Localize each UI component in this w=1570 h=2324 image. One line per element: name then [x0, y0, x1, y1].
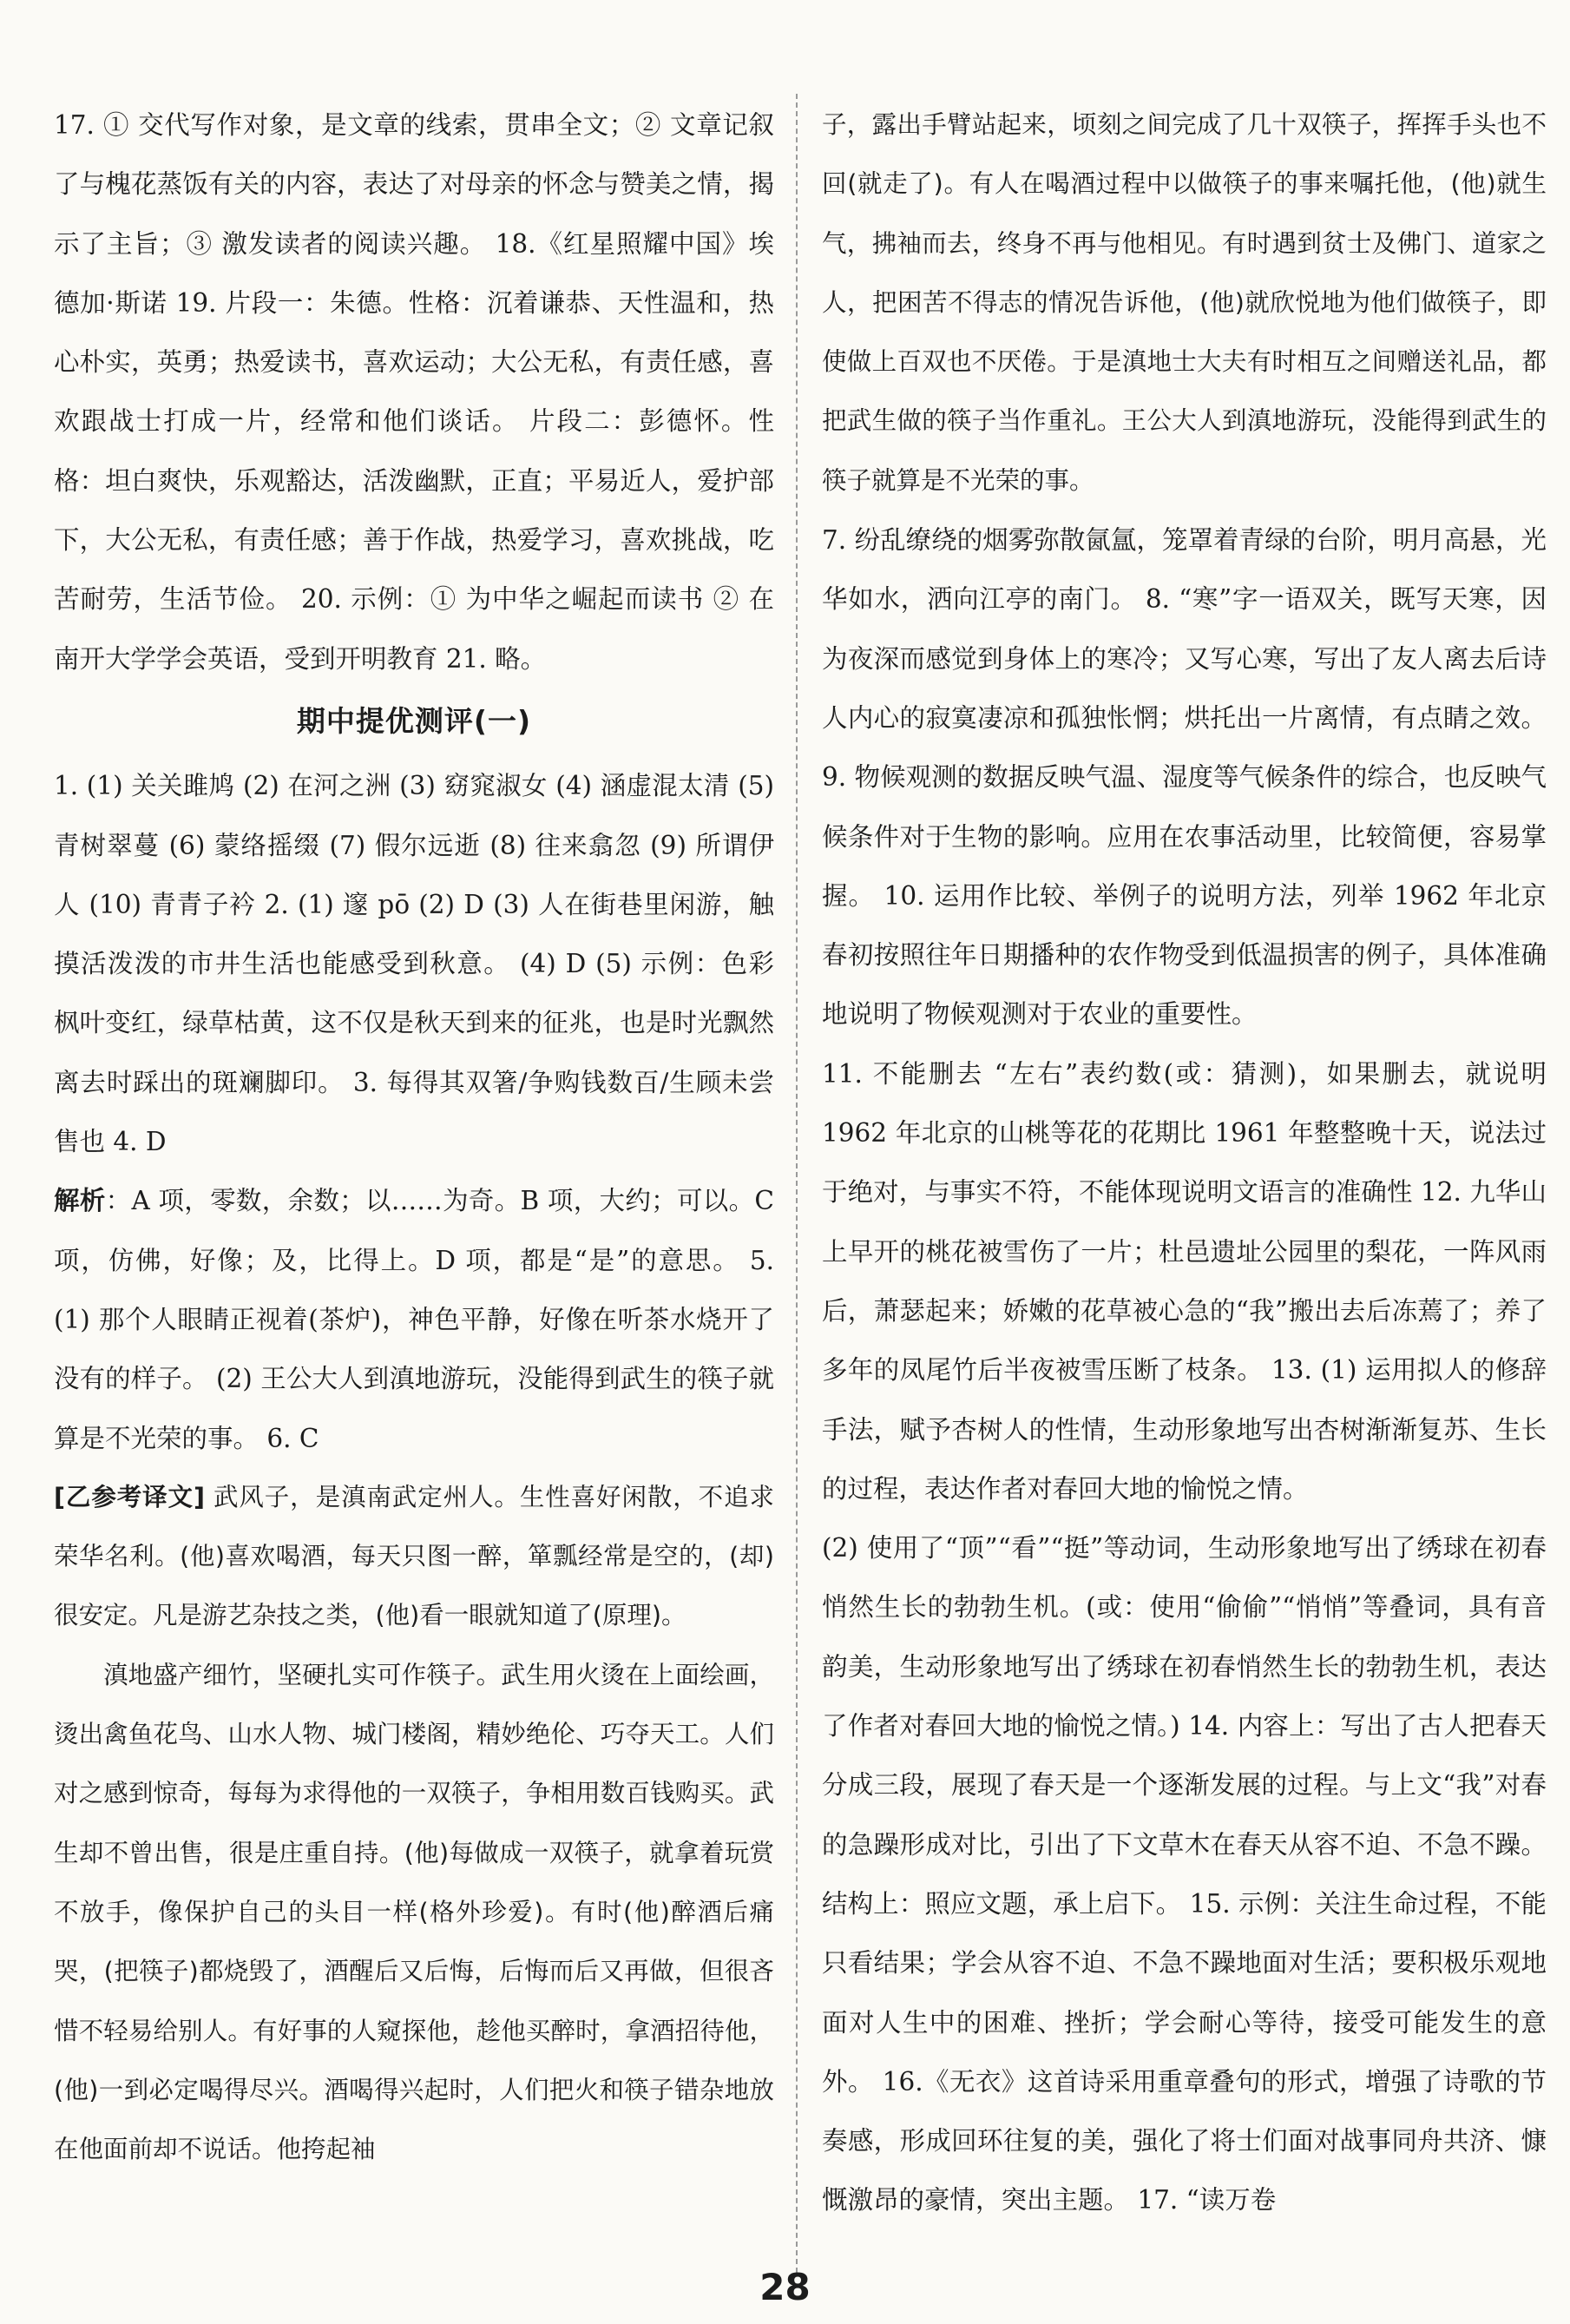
answers-7-10: 7. 纷乱缭绕的烟雾弥散氤氲，笼罩着青绿的台阶，明月高悬，光华如水，洒向江亭的南门。 8. “寒”字一语双关，既写天寒，因为夜深而感觉到身体上的寒冷；又写心寒，写出了友人离去后诗人内心的寂寞凄凉和孤独怅惘；烘托出一片离情，有点睛之效。 9. 物候观测的数据反映气温、湿度等气候条件的综合，也反映气候条件对于生物的影响。应用在农事活动里，比较简便，容易掌握。 10. 运用作比较、举例子的说明方法，列举 1962 年北京春初按照往年日期播种的农作物受到低温损害的例子，具体准确地说明了物候观测对于农业的重要性。 — [822, 525, 1547, 1030]
translation-paragraph-3: 子，露出手臂站起来，顷刻之间完成了几十双筷子，挥挥手头也不回(就走了)。有人在喝酒过程中以做筷子的事来嘱托他，(他)就生气，拂袖而去，终身不再与他相见。有时遇到贫士及佛门、道家之人，把困苦不得志的情况告诉他，(他)就欣悦地为他们做筷子，即使做上百双也不厌倦。于是滇地士大夫有时相互之间赠送礼品，都把武生做的筷子当作重礼。王公大人到滇地游玩，没能得到武生的筷子就算是不光荣的事。 — [822, 110, 1547, 495]
answers-11-13: 11. 不能删去 “左右”表约数(或：猜测)，如果删去，就说明 1962 年北京的山桃等花的花期比 1961 年整整晚十天，说法过于绝对，与事实不符，不能体现说明文语言的准确性 12. 九华山上早开的桃花被雪伤了一片；杜邑遗址公园里的梨花，一阵风雨后，萧瑟起来；娇嫩的花草被心急的“我”搬出去后冻蔫了；养了多年的凤尾竹后半夜被雪压断了枝条。 13. (1) 运用拟人的修辞手法，赋予杏树人的性情，生动形象地写出杏树渐渐复苏、生长的过程，表达作者对春回大地的愉悦之情。 — [822, 1058, 1547, 1504]
translation-paragraph-1 — [54, 1468, 774, 1646]
answers-13-17: (2) 使用了“顶”“看”“挺”等动词，生动形象地写出了绣球在初春悄然生长的勃勃生机。(或：使用“偷偷”“悄悄”等叠词，具有音韵美，生动形象地写出了绣球在初春悄然生长的勃勃生机，表达了作者对春回大地的愉悦之情。) 14. 内容上：写出了古人把春天分成三段，展现了春天是一个逐渐发展的过程。与上文“我”对春的急躁形成对比，引出了下文草木在春天从容不迫、不急不躁。结构上：照应文题，承上启下。 15. 示例：关注生命过程，不能只看结果；学会从容不迫、不急不躁地面对生活；要积极乐观地面对人生中的困难、挫折；学会耐心等待，接受可能发生的意外。 16.《无衣》这首诗采用重章叠句的形式，增强了诗歌的节奏感，形成回环往复的美，强化了将士们面对战事同舟共济、慷慨激昂的豪情，突出主题。 17. “读万卷 — [822, 1533, 1547, 2215]
answers-17-21: 17. ① 交代写作对象，是文章的线索，贯串全文；② 文章记叙了与槐花蒸饭有关的内容，表达了对母亲的怀念与赞美之情，揭示了主旨；③ 激发读者的阅读兴趣。 18.《红星照耀中国》埃德加·斯诺 19. 片段一：朱德。性格：沉着谦恭、天性温和，热心朴实，英勇；热爱读书，喜欢运动；大公无私，有责任感，喜欢跟战士打成一片，经常和他们谈话。 片段二：彭德怀。性格：坦白爽快，乐观豁达，活泼幽默，正直；平易近人，爱护部下，大公无私，有责任感；善于作战，热爱学习，喜欢挑战，吃苦耐劳，生活节俭。 20. 示例：① 为中华之崛起而读书 ② 在南开大学学会英语，受到开明教育 21. 略。 — [54, 110, 774, 674]
column-divider — [796, 94, 798, 2273]
section-title: 期中提优测评(一) — [296, 703, 532, 738]
left-column — [54, 95, 774, 2179]
page-number: 28 — [759, 2266, 811, 2308]
analysis-text: ：A 项，零数，余数；以……为奇。B 项，大约；可以。C 项，仿佛，好像；及，比得上。D 项，都是“是”的意思。 5. (1) 那个人眼睛正视着(茶炉)，神色平静，好像在听茶水烧开了没有的样子。 (2) 王公大人到滇地游玩，没能得到武生的筷子就算是不光荣的事。 6. C — [54, 1186, 774, 1453]
translation-paragraph-2: 滇地盛产细竹，坚硬扎实可作筷子。武生用火烫在上面绘画，烫出禽鱼花鸟、山水人物、城门楼阁，精妙绝伦、巧夺天工。人们对之感到惊奇，每每为求得他的一双筷子，争相用数百钱购买。武生却不曾出售，很是庄重自持。(他)每做成一双筷子，就拿着玩赏不放手，像保护自己的头目一样(格外珍爱)。有时(他)醉酒后痛哭，(把筷子)都烧毁了，酒醒后又后悔，后悔而后又再做，但很吝惜不轻易给别人。有好事的人窥探他，趁他买醉时，拿酒招待他，(他)一到必定喝得尽兴。酒喝得兴起时，人们把火和筷子错杂地放在他面前却不说话。他挎起袖 — [54, 1660, 774, 2164]
analysis-paragraph — [54, 1171, 774, 1467]
right-column — [822, 95, 1547, 2230]
analysis-label: 解析 — [54, 1186, 106, 1216]
translation-text-1: 武风子，是滇南武定州人。生性喜好闲散，不追求荣华名利。(他)喜欢喝酒，每天只图一醉，箪瓢经常是空的，(却)很安定。凡是游艺杂技之类，(他)看一眼就知道了(原理)。 — [54, 1482, 774, 1630]
answers-1-4: 1. (1) 关关雎鸠 (2) 在河之洲 (3) 窈窕淑女 (4) 涵虚混太清 (5) 青树翠蔓 (6) 蒙络摇缀 (7) 假尔远逝 (8) 往来翕忽 (9) 所谓伊人 (10) 青青子衿 2. (1) 邃 pō (2) D (3) 人在街巷里闲游，触摸活泼泼的市井生活也能感受到秋意。 (4) D (5) 示例：色彩 枫叶变红，绿草枯黄，这不仅是秋天到来的征兆，也是时光飘然离去时踩出的斑斓脚印。 3. 每得其双箸/争购钱数百/生顾未尝售也 4. D — [54, 771, 774, 1157]
translation-label: [乙参考译文] — [54, 1482, 205, 1511]
